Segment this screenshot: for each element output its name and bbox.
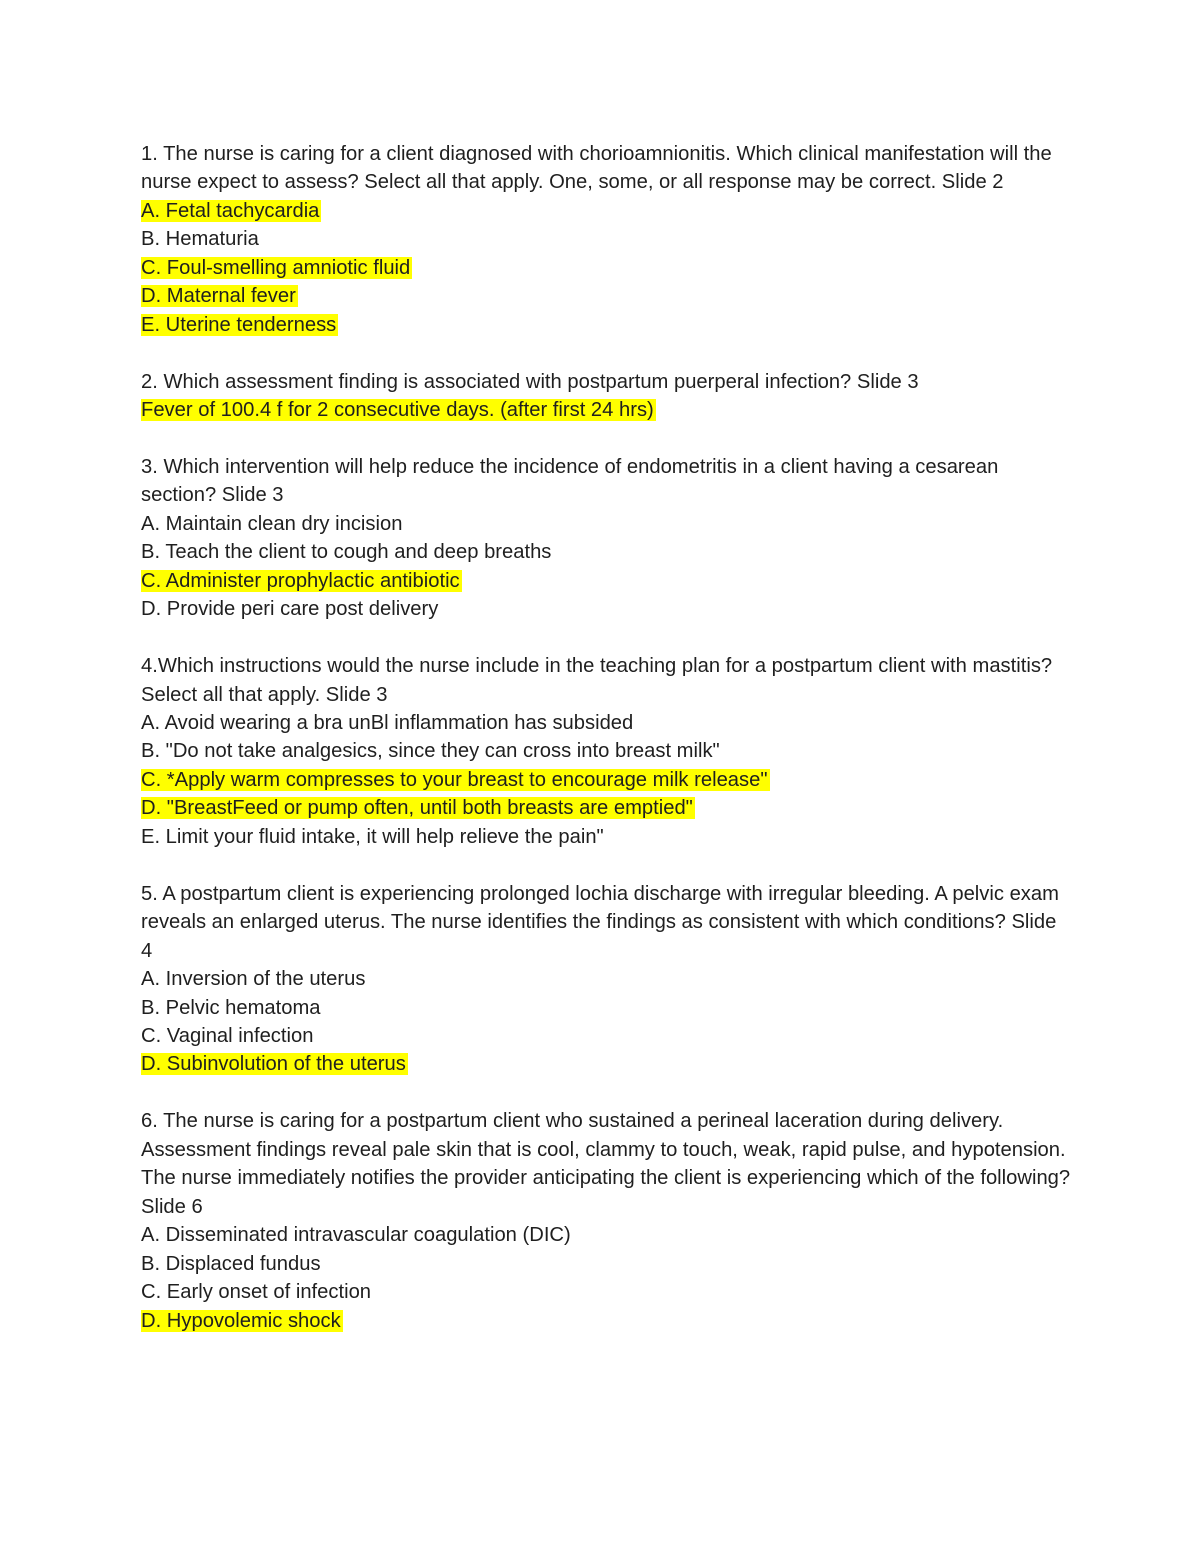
answer-option-c <box>141 567 1071 595</box>
answer-option-d <box>141 794 1071 822</box>
highlighted-answer: A. Fetal tachycardia <box>141 199 320 222</box>
question-text: 3. Which intervention will help reduce the incidence of endometritis in a client having a cesarean section? Slide 3 <box>141 455 999 507</box>
answer-option-d <box>141 1307 1071 1335</box>
question-text: 6. The nurse is caring for a postpartum client who sustained a perineal laceration during delivery. Assessment findings reveal pale skin that is cool, clammy to touch, weak, rapid pulse, and hypotension. The nurse immediately notifies the provider anticipating the client is experiencing which of the following? Slide 6 <box>141 1110 1071 1218</box>
answer-option-c: C. Early onset of infection <box>141 1281 372 1304</box>
answer-option-a: A. Inversion of the uterus <box>141 968 366 991</box>
answer-option-b: B. "Do not take analgesics, since they can cross into breast milk" <box>141 740 720 763</box>
highlighted-answer: Fever of 100.4 f for 2 consecutive days. (after first 24 hrs) <box>141 399 654 422</box>
answer-option-d <box>141 282 1071 310</box>
answer-option-e <box>141 311 1071 339</box>
answer-text <box>141 396 1071 424</box>
answer-option-e: E. Limit your fluid intake, it will help relieve the pain" <box>141 825 604 848</box>
answer-option-b: B. Displaced fundus <box>141 1252 321 1275</box>
answer-option-d: D. Provide peri care post delivery <box>141 598 439 621</box>
answer-option-c: C. Vaginal infection <box>141 1024 314 1047</box>
question-2 <box>141 368 1071 425</box>
answer-option-b: B. Pelvic hematoma <box>141 996 321 1019</box>
question-text: 4.Which instructions would the nurse include in the teaching plan for a postpartum client with mastitis? Select all that apply. Slide 3 <box>141 655 1053 706</box>
highlighted-answer: D. "BreastFeed or pump often, until both breasts are emptied" <box>141 797 693 820</box>
highlighted-answer: C. *Apply warm compresses to your breast to encourage milk release" <box>141 768 768 791</box>
answer-option-a <box>141 197 1071 225</box>
answer-option-c <box>141 766 1071 794</box>
answer-option-d <box>141 1050 1071 1078</box>
question-6 <box>141 1107 1071 1335</box>
question-text: 2. Which assessment finding is associated with postpartum puerperal infection? Slide 3 <box>141 370 919 393</box>
answer-option-a: A. Avoid wearing a bra unBl inflammation has subsided <box>141 712 634 735</box>
answer-option-c <box>141 254 1071 282</box>
highlighted-answer: C. Foul-smelling amniotic fluid <box>141 256 411 279</box>
answer-option-a: A. Maintain clean dry incision <box>141 512 403 535</box>
highlighted-answer: D. Maternal fever <box>141 285 296 308</box>
question-text: 1. The nurse is caring for a client diagnosed with chorioamnionitis. Which clinical manifestation will the nurse expect to assess? Select all that apply. One, some, or all response may be correct. Slide 2 <box>141 143 1052 194</box>
document-body <box>141 140 1071 1363</box>
highlighted-answer: D. Subinvolution of the uterus <box>141 1053 406 1076</box>
answer-option-b: B. Hematuria <box>141 228 259 251</box>
answer-option-b: B. Teach the client to cough and deep breaths <box>141 541 552 564</box>
question-3 <box>141 453 1071 624</box>
question-text: 5. A postpartum client is experiencing prolonged lochia discharge with irregular bleeding. A pelvic exam reveals an enlarged uterus. The nurse identifies the findings as consistent with which conditions? Slide 4 <box>141 882 1059 962</box>
highlighted-answer: D. Hypovolemic shock <box>141 1309 341 1332</box>
question-5 <box>141 880 1071 1079</box>
highlighted-answer: C. Administer prophylactic antibiotic <box>141 569 460 592</box>
highlighted-answer: E. Uterine tenderness <box>141 313 337 336</box>
question-1 <box>141 140 1071 339</box>
question-4 <box>141 652 1071 851</box>
answer-option-a: A. Disseminated intravascular coagulation (DIC) <box>141 1224 571 1247</box>
